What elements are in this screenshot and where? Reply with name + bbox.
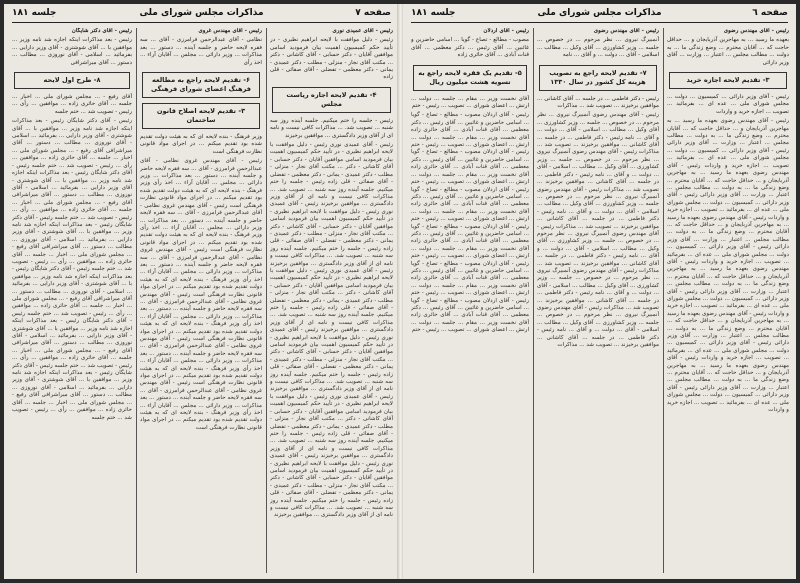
publication-title: مذاکرات مجلس شورای ملی <box>537 8 662 18</box>
speaker-heading: رئیس - آقای عمیدی نوری <box>332 28 393 34</box>
column-paragraph: رئیس - دلیل موافقت با لایحه ابراهیم نظیری - در تأیید حکم کمیسیون اهمیت بیان فرمودید اسامی موافقین آقایان - دکتر حسابی - آقای کاشانی - دکتر ... مکتب آقای نجار - منزلی - مطلب - دکتر عمیدی - یمانی - دکتر معظمی - تفضلی - آقای صفائی - قلی زاده <box>270 37 393 81</box>
session-number: جلسه ۱۸۱ <box>12 8 57 18</box>
page-number: صفحه ٦ <box>752 8 788 18</box>
page-header <box>12 8 391 23</box>
column-divider <box>533 28 534 573</box>
text-column <box>12 28 132 573</box>
column-paragraph: رئیس - دکتر فاطمی ... در جلسه ... آقای کاشانی ... موافقین برخیزند ... تصویب شد ... مذاکرات <box>537 95 659 110</box>
section-heading-box: ۳- تقدیم لایحه اجازه خرید <box>669 72 787 89</box>
section-heading-box: ۸- طرح اول لایحه <box>14 72 130 89</box>
section-heading-box: ۴- تقدیم لایحه اجازه ریاست مجلس <box>272 87 391 113</box>
text-column <box>537 28 659 573</box>
document-spread <box>4 4 796 579</box>
body-text-filler: رئیس - آقای دکتر شایگان رئیس - بعد مذاکرات اینکه اجازه شد نامه وزیر ... موافقین با ... آقای شوشتری - آقای وزیر دارایی ... بفرمائید ... اسلامی - آقای نوروزی ... مطالب ... دستور ... آقای میراشرافی آقای رفیع - ... مجلس شورای ملی ... اخبار ... جلسه ... آقای حائری زاده ... موافقین ... رأی ... رئیس - تصویب شد ... ختم جلسه رئیس - آقای دکتر شایگان رئیس - بعد مذاکرات اینکه اجازه شد نامه وزیر ... موافقین با ... آقای شوشتری - آقای وزیر دارایی ... بفرمائید ... اسلامی - آقای نوروزی ... مطالب ... دستور ... آقای میراشرافی آقای رفیع - ... مجلس شورای ملی ... اخبار ... جلسه ... آقای حائری زاده ... موافقین ... رأی ... رئیس - تصویب شد ... ختم جلسه رئیس - آقای دکتر شایگان رئیس - بعد مذاکرات اینکه اجازه شد نامه وزیر ... موافقین با ... آقای شوشتری - آقای وزیر دارایی ... بفرمائید ... اسلامی - آقای نوروزی ... مطالب ... دستور ... آقای میراشرافی آقای رفیع - ... مجلس شورای ملی ... اخبار ... جلسه ... آقای حائری زاده ... موافقین ... رأی ... رئیس - تصویب شد ... ختم جلسه رئیس - آقای دکتر شایگان رئیس - بعد مذاکرات اینکه اجازه شد نامه وزیر ... موافقین با ... آقای شوشتری - آقای وزیر دارایی ... بفرمائید ... اسلامی - آقای نوروزی ... مطالب ... دستور ... آقای میراشرافی آقای رفیع - ... مجلس شورای ملی ... اخبار ... جلسه ... آقای حائری زاده ... موافقین ... رأی ... رئیس - تصویب شد ... ختم جلسه رئیس - آقای دکتر شایگان رئیس - بعد مذاکرات اینکه اجازه شد نامه وزیر ... موافقین با ... آقای شوشتری - آقای وزیر دارایی ... بفرمائید ... اسلامی - آقای نوروزی ... مطالب ... دستور ... آقای میراشرافی آقای رفیع - ... مجلس شورای ملی ... اخبار ... جلسه ... آقای حائری زاده ... موافقین ... رأی ... رئیس - تصویب شد ... ختم جلسه رئیس - آقای دکتر شایگان رئیس - بعد مذاکرات اینکه اجازه شد نامه وزیر ... موافقین با ... آقای شوشتری - آقای وزیر دارایی ... بفرمائید ... اسلامی - آقای نوروزی ... مطالب ... دستور ... آقای میراشرافی آقای رفیع - ... مجلس شورای ملی ... اخبار ... جلسه ... آقای حائری زاده ... موافقین ... رأی ... رئیس - تصویب شد ... ختم جلسه <box>12 118 132 421</box>
column-paragraph: آقای نخست وزیر ... مقام ... جلسه ... دولت ... ارتش ... اعضای شورای ... تصویب ... رئیس - ختم <box>411 95 529 110</box>
body-text-filler: رئیس - آقای مهندس رضوی آنمبیرگ نیروی ... نظر مرحوم ... در خصوص ... جلسه ... وزیر کشاورزی ... آقای وکیل ... مطالب ... اسلامی - آقای ... دولت ... و آقای ... نامه رئیس - دکتر فاطمی ... در جلسه ... آقای کاشانی ... موافقین برخیزند ... تصویب شد ... مذاکرات رئیس - آقای مهندس رضوی آنمبیرگ نیروی ... نظر مرحوم ... در خصوص ... جلسه ... وزیر کشاورزی ... آقای وکیل ... مطالب ... اسلامی - آقای ... دولت ... و آقای ... نامه رئیس - دکتر فاطمی ... در جلسه ... آقای کاشانی ... موافقین برخیزند ... تصویب شد ... مذاکرات رئیس - آقای مهندس رضوی آنمبیرگ نیروی ... نظر مرحوم ... در خصوص ... جلسه ... وزیر کشاورزی ... آقای وکیل ... مطالب ... اسلامی - آقای ... دولت ... و آقای ... نامه رئیس - دکتر فاطمی ... در جلسه ... آقای کاشانی ... موافقین برخیزند ... تصویب شد ... مذاکرات رئیس - آقای مهندس رضوی آنمبیرگ نیروی ... نظر مرحوم ... در خصوص ... جلسه ... وزیر کشاورزی ... آقای وکیل ... مطالب ... اسلامی - آقای ... دولت ... و آقای ... نامه رئیس - دکتر فاطمی ... در جلسه ... آقای کاشانی ... موافقین برخیزند ... تصویب شد ... مذاکرات رئیس - آقای مهندس رضوی آنمبیرگ نیروی ... نظر مرحوم ... در خصوص ... جلسه ... وزیر کشاورزی ... آقای وکیل ... مطالب ... اسلامی - آقای ... دولت ... و آقای ... نامه رئیس - دکتر فاطمی ... در جلسه ... آقای کاشانی ... موافقین برخیزند ... تصویب شد ... مذاکرات رئیس - آقای مهندس رضوی آنمبیرگ نیروی ... نظر مرحوم ... در خصوص ... جلسه ... وزیر کشاورزی ... آقای وکیل ... مطالب ... اسلامی - آقای ... دولت ... و آقای ... نامه رئیس - دکتر فاطمی ... در جلسه ... آقای کاشانی ... موافقین برخیزند ... تصویب شد ... مذاکرات <box>537 112 659 349</box>
body-text-filler: رئیس - آقای عمیدی نوری رئیس - دلیل موافقت با لایحه ابراهیم نظیری - در تأیید حکم کمیسیون اهمیت بیان فرمودید اسامی موافقین آقایان - دکتر حسابی - آقای کاشانی - دکتر ... مکتب آقای نجار - منزلی - مطلب - دکتر عمیدی - یمانی - دکتر معظمی - تفضلی - آقای صفائی - قلی زاده رئیس - جلسه را ختم میکنیم. جلسه آینده روز سه شنبه ... تصویب شد. ... مذاکرات کافی نیست و نامه ای از آقای وزیر دادگستری ... موافقین برخیزند رئیس - آقای عمیدی نوری رئیس - دلیل موافقت با لایحه ابراهیم نظیری - در تأیید حکم کمیسیون اهمیت بیان فرمودید اسامی موافقین آقایان - دکتر حسابی - آقای کاشانی - دکتر ... مکتب آقای نجار - منزلی - مطلب - دکتر عمیدی - یمانی - دکتر معظمی - تفضلی - آقای صفائی - قلی زاده رئیس - جلسه را ختم میکنیم. جلسه آینده روز سه شنبه ... تصویب شد. ... مذاکرات کافی نیست و نامه ای از آقای وزیر دادگستری ... موافقین برخیزند رئیس - آقای عمیدی نوری رئیس - دلیل موافقت با لایحه ابراهیم نظیری - در تأیید حکم کمیسیون اهمیت بیان فرمودید اسامی موافقین آقایان - دکتر حسابی - آقای کاشانی - دکتر ... مکتب آقای نجار - منزلی - مطلب - دکتر عمیدی - یمانی - دکتر معظمی - تفضلی - آقای صفائی - قلی زاده رئیس - جلسه را ختم میکنیم. جلسه آینده روز سه شنبه ... تصویب شد. ... مذاکرات کافی نیست و نامه ای از آقای وزیر دادگستری ... موافقین برخیزند رئیس - آقای عمیدی نوری رئیس - دلیل موافقت با لایحه ابراهیم نظیری - در تأیید حکم کمیسیون اهمیت بیان فرمودید اسامی موافقین آقایان - دکتر حسابی - آقای کاشانی - دکتر ... مکتب آقای نجار - منزلی - مطلب - دکتر عمیدی - یمانی - دکتر معظمی - تفضلی - آقای صفائی - قلی زاده رئیس - جلسه را ختم میکنیم. جلسه آینده روز سه شنبه ... تصویب شد. ... مذاکرات کافی نیست و نامه ای از آقای وزیر دادگستری ... موافقین برخیزند رئیس - آقای عمیدی نوری رئیس - دلیل موافقت با لایحه ابراهیم نظیری - در تأیید حکم کمیسیون اهمیت بیان فرمودید اسامی موافقین آقایان - دکتر حسابی - آقای کاشانی - دکتر ... مکتب آقای نجار - منزلی - مطلب - دکتر عمیدی - یمانی - دکتر معظمی - تفضلی - آقای صفائی - قلی زاده رئیس - جلسه را ختم میکنیم. جلسه آینده روز سه شنبه ... تصویب شد. ... مذاکرات کافی نیست و نامه ای از آقای وزیر دادگستری ... موافقین برخیزند رئیس - آقای عمیدی نوری رئیس - دلیل موافقت با لایحه ابراهیم نظیری - در تأیید حکم کمیسیون اهمیت بیان فرمودید اسامی موافقین آقایان - دکتر حسابی - آقای کاشانی - دکتر ... مکتب آقای نجار - منزلی - مطلب - دکتر عمیدی - یمانی - دکتر معظمی - تفضلی - آقای صفائی - قلی زاده رئیس - جلسه را ختم میکنیم. جلسه آینده روز سه شنبه ... تصویب شد. ... مذاکرات کافی نیست و نامه ای از آقای وزیر دادگستری ... موافقین برخیزند <box>270 142 393 519</box>
column-paragraph: رئیس - آقای وزیر دارائی ... کمیسیون ... دولت ... مجلس شورای ملی ... عده ای ... بفرمائید ... تصویب ... اجازه خرید و واردات <box>667 94 789 115</box>
column-divider <box>663 28 664 573</box>
column-paragraph: نظامی - آقای عبدالرحمن فرامرزی - آقای ... سه فقره لایحه حاضر و جلسه آینده ... دستور ... بعد مذاکرات ... وزیر دارائی ... مجلس ... آقایان آراء ... اخذ رأی <box>140 37 262 66</box>
speaker-heading: رئیس - آقای مهندس رضوی <box>593 28 659 34</box>
page-header <box>411 8 788 23</box>
session-number: جلسه ۱۸۱ <box>411 8 456 18</box>
column-divider <box>136 28 137 573</box>
section-heading-box: ۶- تقدیم لایحه راجع به مطالعه فرهنگ اعضای شورای فرهنگی <box>142 72 260 98</box>
text-column <box>140 28 262 573</box>
column-paragraph: مصوب - مطالع - تصاع - گویا ... اسامی حاضرین و غائبین ... آقای رئیس ... دکتر معظمی ... آقای قنات آبادی ... آقای حائری زاده <box>411 37 529 59</box>
text-column <box>270 28 393 573</box>
column-paragraph: آقای رفیع - ... مجلس شورای ملی ... اخبار ... جلسه ... آقای حائری زاده ... موافقین ... رأی ... رئیس - تصویب شد ... ختم جلسه <box>12 94 132 115</box>
text-column <box>411 28 529 573</box>
column-paragraph: رئیس - بعد مذاکرات اینکه اجازه شد نامه وزیر ... موافقین با ... آقای شوشتری - آقای وزیر دارایی ... بفرمائید ... اسلامی - آقای نوروزی ... مطالب ... دستور ... آقای میراشرافی <box>12 37 132 66</box>
speaker-heading: رئیس - آقای مهندس غروی <box>198 28 262 34</box>
column-paragraph: رئیس - جلسه را ختم میکنیم. جلسه آینده روز سه شنبه ... تصویب شد. ... مذاکرات کافی نیست و نامه ای از آقای وزیر دادگستری ... موافقین برخیزند <box>270 117 393 139</box>
column-paragraph: بعهده ما رسید ... به مهاجرین آذربایجان و ... حداقل حاجت که ... آقایان محترم ... وضع زندگی ما ... به دولت ... مطالب مجلس ... اعتبار ... وزارت ... آقای وزیر دارائی <box>667 37 789 66</box>
column-divider <box>266 28 267 573</box>
column-paragraph: وزیر فرهنگ - بنده لایحه ای که به هیئت دولت تقدیم شده بود تقدیم میکنم ... در اجرای مواد قانونی نظارت فرهنگی است <box>140 134 262 155</box>
body-text-filler: رئیس - آقای مهندس رضوی بعهده ما رسید ... به مهاجرین آذربایجان و ... حداقل حاجت که ... آقایان محترم ... وضع زندگی ما ... به دولت ... مطالب مجلس ... اعتبار ... وزارت ... آقای وزیر دارائی رئیس - آقای وزیر دارائی ... کمیسیون ... دولت ... مجلس شورای ملی ... عده ای ... بفرمائید ... تصویب ... اجازه خرید و واردات رئیس - آقای مهندس رضوی بعهده ما رسید ... به مهاجرین آذربایجان و ... حداقل حاجت که ... آقایان محترم ... وضع زندگی ما ... به دولت ... مطالب مجلس ... اعتبار ... وزارت ... آقای وزیر دارائی رئیس - آقای وزیر دارائی ... کمیسیون ... دولت ... مجلس شورای ملی ... عده ای ... بفرمائید ... تصویب ... اجازه خرید و واردات رئیس - آقای مهندس رضوی بعهده ما رسید ... به مهاجرین آذربایجان و ... حداقل حاجت که ... آقایان محترم ... وضع زندگی ما ... به دولت ... مطالب مجلس ... اعتبار ... وزارت ... آقای وزیر دارائی رئیس - آقای وزیر دارائی ... کمیسیون ... دولت ... مجلس شورای ملی ... عده ای ... بفرمائید ... تصویب ... اجازه خرید و واردات رئیس - آقای مهندس رضوی بعهده ما رسید ... به مهاجرین آذربایجان و ... حداقل حاجت که ... آقایان محترم ... وضع زندگی ما ... به دولت ... مطالب مجلس ... اعتبار ... وزارت ... آقای وزیر دارائی رئیس - آقای وزیر دارائی ... کمیسیون ... دولت ... مجلس شورای ملی ... عده ای ... بفرمائید ... تصویب ... اجازه خرید و واردات رئیس - آقای مهندس رضوی بعهده ما رسید ... به مهاجرین آذربایجان و ... حداقل حاجت که ... آقایان محترم ... وضع زندگی ما ... به دولت ... مطالب مجلس ... اعتبار ... وزارت ... آقای وزیر دارائی رئیس - آقای وزیر دارائی ... کمیسیون ... دولت ... مجلس شورای ملی ... عده ای ... بفرمائید ... تصویب ... اجازه خرید و واردات رئیس - آقای مهندس رضوی بعهده ما رسید ... به مهاجرین آذربایجان و ... حداقل حاجت که ... آقایان محترم ... وضع زندگی ما ... به دولت ... مطالب مجلس ... اعتبار ... وزارت ... آقای وزیر دارائی رئیس - آقای وزیر دارائی ... کمیسیون ... دولت ... مجلس شورای ملی ... عده ای ... بفرمائید ... تصویب ... اجازه خرید و واردات <box>667 118 789 414</box>
text-column <box>667 28 789 573</box>
section-heading-box: ۷- تقدیم لایحه راجع به تصویب هزینه کل کشور در سال ۱۳۳۰ <box>539 65 657 91</box>
body-text-filler: رئیس - آقای اردلان مصوب - مطالع - تصاع - گویا ... اسامی حاضرین و غائبین ... آقای رئیس ... دکتر معظمی ... آقای قنات آبادی ... آقای حائری زاده آقای نخست وزیر ... مقام ... جلسه ... دولت ... ارتش ... اعضای شورای ... تصویب ... رئیس - ختم رئیس - آقای اردلان مصوب - مطالع - تصاع - گویا ... اسامی حاضرین و غائبین ... آقای رئیس ... دکتر معظمی ... آقای قنات آبادی ... آقای حائری زاده آقای نخست وزیر ... مقام ... جلسه ... دولت ... ارتش ... اعضای شورای ... تصویب ... رئیس - ختم رئیس - آقای اردلان مصوب - مطالع - تصاع - گویا ... اسامی حاضرین و غائبین ... آقای رئیس ... دکتر معظمی ... آقای قنات آبادی ... آقای حائری زاده آقای نخست وزیر ... مقام ... جلسه ... دولت ... ارتش ... اعضای شورای ... تصویب ... رئیس - ختم رئیس - آقای اردلان مصوب - مطالع - تصاع - گویا ... اسامی حاضرین و غائبین ... آقای رئیس ... دکتر معظمی ... آقای قنات آبادی ... آقای حائری زاده آقای نخست وزیر ... مقام ... جلسه ... دولت ... ارتش ... اعضای شورای ... تصویب ... رئیس - ختم رئیس - آقای اردلان مصوب - مطالع - تصاع - گویا ... اسامی حاضرین و غائبین ... آقای رئیس ... دکتر معظمی ... آقای قنات آبادی ... آقای حائری زاده آقای نخست وزیر ... مقام ... جلسه ... دولت ... ارتش ... اعضای شورای ... تصویب ... رئیس - ختم رئیس - آقای اردلان مصوب - مطالع - تصاع - گویا ... اسامی حاضرین و غائبین ... آقای رئیس ... دکتر معظمی ... آقای قنات آبادی ... آقای حائری زاده آقای نخست وزیر ... مقام ... جلسه ... دولت ... ارتش ... اعضای شورای ... تصویب ... رئیس - ختم <box>411 112 529 334</box>
body-text-filler: رئیس - آقای مهندس غروی نظامی - آقای عبدالرحمن فرامرزی - آقای ... سه فقره لایحه حاضر و جلسه آینده ... دستور ... بعد مذاکرات ... وزیر دارائی ... مجلس ... آقایان آراء ... اخذ رأی وزیر فرهنگ - بنده لایحه ای که به هیئت دولت تقدیم شده بود تقدیم میکنم ... در اجرای مواد قانونی نظارت فرهنگی است رئیس - آقای مهندس غروی نظامی - آقای عبدالرحمن فرامرزی - آقای ... سه فقره لایحه حاضر و جلسه آینده ... دستور ... بعد مذاکرات ... وزیر دارائی ... مجلس ... آقایان آراء ... اخذ رأی وزیر فرهنگ - بنده لایحه ای که به هیئت دولت تقدیم شده بود تقدیم میکنم ... در اجرای مواد قانونی نظارت فرهنگی است رئیس - آقای مهندس غروی نظامی - آقای عبدالرحمن فرامرزی - آقای ... سه فقره لایحه حاضر و جلسه آینده ... دستور ... بعد مذاکرات ... وزیر دارائی ... مجلس ... آقایان آراء ... اخذ رأی وزیر فرهنگ - بنده لایحه ای که به هیئت دولت تقدیم شده بود تقدیم میکنم ... در اجرای مواد قانونی نظارت فرهنگی است رئیس - آقای مهندس غروی نظامی - آقای عبدالرحمن فرامرزی - آقای ... سه فقره لایحه حاضر و جلسه آینده ... دستور ... بعد مذاکرات ... وزیر دارائی ... مجلس ... آقایان آراء ... اخذ رأی وزیر فرهنگ - بنده لایحه ای که به هیئت دولت تقدیم شده بود تقدیم میکنم ... در اجرای مواد قانونی نظارت فرهنگی است رئیس - آقای مهندس غروی نظامی - آقای عبدالرحمن فرامرزی - آقای ... سه فقره لایحه حاضر و جلسه آینده ... دستور ... بعد مذاکرات ... وزیر دارائی ... مجلس ... آقایان آراء ... اخذ رأی وزیر فرهنگ - بنده لایحه ای که به هیئت دولت تقدیم شده بود تقدیم میکنم ... در اجرای مواد قانونی نظارت فرهنگی است رئیس - آقای مهندس غروی نظامی - آقای عبدالرحمن فرامرزی - آقای ... سه فقره لایحه حاضر و جلسه آینده ... دستور ... بعد مذاکرات ... وزیر دارائی ... مجلس ... آقایان آراء ... اخذ رأی وزیر فرهنگ - بنده لایحه ای که به هیئت دولت تقدیم شده بود تقدیم میکنم ... در اجرای مواد قانونی نظارت فرهنگی است <box>140 158 262 431</box>
section-heading-box: ۵- تقدیم یک فقره لایحه راجع به تسویه هشت میلیون ریال <box>413 65 527 91</box>
left-page <box>4 4 399 579</box>
column-paragraph: آنمبیرگ نیروی ... نظر مرحوم ... در خصوص ... جلسه ... وزیر کشاورزی ... آقای وکیل ... مطالب ... اسلامی - آقای ... دولت ... و آقای ... نامه <box>537 37 659 59</box>
page-number: صفحه ۷ <box>355 8 391 18</box>
right-page <box>403 4 796 579</box>
section-heading-box: ۳- تقدیم لایحه اصلاح قانون ساختمان <box>142 103 260 129</box>
publication-title: مذاکرات مجلس شورای ملی <box>139 8 264 18</box>
speaker-heading: رئیس - آقای مهندس رضوی <box>723 28 789 34</box>
speaker-heading: رئیس - آقای دکتر شایگان <box>71 28 132 34</box>
speaker-heading: رئیس - آقای اردلان <box>483 28 529 34</box>
